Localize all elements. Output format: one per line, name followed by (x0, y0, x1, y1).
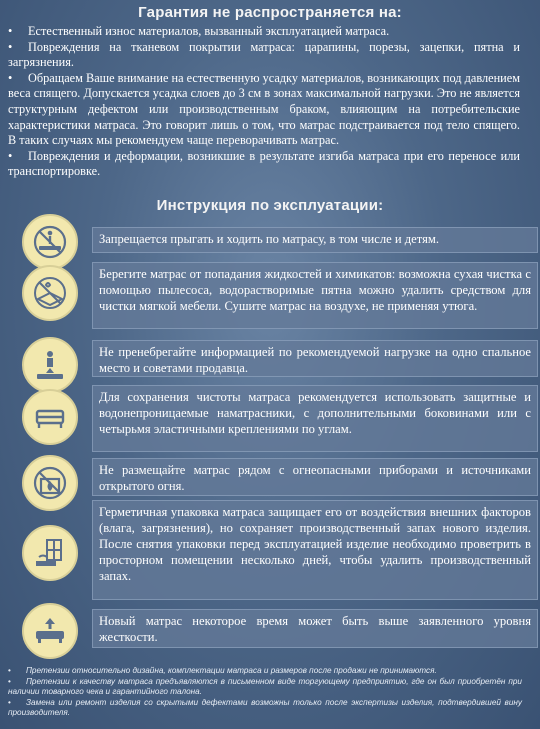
instruction-text: Не размещайте матрас рядом с огнеопасными приборами и источниками открытого огня. (99, 463, 531, 493)
load-weight-icon (22, 337, 78, 393)
footer-note-text: Претензии к качеству матраса предъявляются в письменном виде торгующему предприятию, где он был приобретён при наличии товарного чека и гарантийного талона. (8, 676, 522, 697)
instruction-text: Берегите матрас от попадания жидкостей и химикатов: возможна сухая чистка с помощью пылесоса, водорастворимые пятна можно удалить средством для чистки мягкой мебели. Сушите матрас на воздухе, не применяя утюга. (99, 267, 531, 313)
warranty-item (8, 149, 520, 180)
instruction-text: Запрещается прыгать и ходить по матрасу, в том числе и детям. (99, 232, 439, 246)
instruction-text: Герметичная упаковка матраса защищает его от воздействия внешних факторов (влага, загрязнения), но сохраняет производственный запах нового изделия. После снятия упаковки перед эксплуатацией изделие необходимо проветрить в просторном помещении несколько дней, чтобы удалить производственный запах. (99, 505, 531, 583)
warranty-item-text: Обращаем Ваше внимание на естественную усадку материалов, возникающих под давлением веса спящего. Допускается усадка слоев до 3 см в зонах максимальной нагрузки. Это не является структурным дефектом или производственным браком, влияющим на потребительские характеристики матраса. Это говорит лишь о том, что матрас подстраивается под тело спящего. В таких случаях мы рекомендуем чаще переворачивать матрас. (8, 70, 520, 148)
bullet: • (8, 697, 11, 707)
instructions-title: Инструкция по эксплуатации: (156, 197, 384, 214)
footer-note (8, 666, 522, 677)
warranty-item-text: Повреждения на тканевом покрытии матраса: царапины, порезы, зацепки, пятна и загрязнения. (8, 39, 520, 70)
no-fire-icon (22, 455, 78, 511)
bullet: • (8, 666, 11, 675)
footer-notes (8, 666, 522, 719)
warranty-item (8, 40, 520, 71)
instruction-text-box (92, 385, 538, 452)
bullet: • (8, 676, 11, 686)
ventilate-room-icon (22, 525, 78, 581)
warranty-item (8, 71, 520, 149)
warranty-item-text: Естественный износ материалов, вызванный эксплуатацией матраса. (28, 24, 390, 38)
no-jumping-icon (22, 214, 78, 270)
footer-note (8, 698, 522, 719)
instruction-text: Не пренебрегайте информацией по рекомендуемой нагрузке на одно спальное место и советами продавца. (99, 345, 531, 375)
footer-note (8, 677, 522, 698)
warranty-list (8, 24, 520, 180)
warranty-item (8, 24, 520, 40)
footer-note-text: Претензии относительно дизайна, комплектации матраса и размеров после продажи не принимаются. (26, 666, 437, 675)
footer-note-text: Замена или ремонт изделия со скрытыми дефектами возможны только после экспертизы изделия, подтвердившей вину производителя. (8, 697, 522, 718)
bullet: • (8, 148, 13, 163)
instruction-text-box (92, 227, 538, 253)
no-liquids-icon (22, 265, 78, 321)
bullet: • (8, 39, 13, 54)
instruction-text-box (92, 340, 538, 377)
mattress-cover-icon (22, 389, 78, 445)
bullet: • (8, 24, 13, 38)
warranty-title: Гарантия не распространяется на: (138, 4, 402, 21)
instruction-text-box (92, 458, 538, 496)
instruction-text-box (92, 609, 538, 648)
warranty-item-text: Повреждения и деформации, возникшие в результате изгиба матраса при его переносе или транспортировке. (8, 148, 520, 179)
instruction-text: Для сохранения чистоты матраса рекомендуется использовать защитные и водонепроницаемые наматрасники, с дополнительными боковинами или с четырьмя эластичными креплениями по углам. (99, 390, 531, 436)
bullet: • (8, 70, 13, 85)
instruction-text-box (92, 500, 538, 600)
instruction-text-box (92, 262, 538, 329)
firmness-icon (22, 603, 78, 659)
instruction-text: Новый матрас некоторое время может быть выше заявленного уровня жесткости. (99, 614, 531, 644)
